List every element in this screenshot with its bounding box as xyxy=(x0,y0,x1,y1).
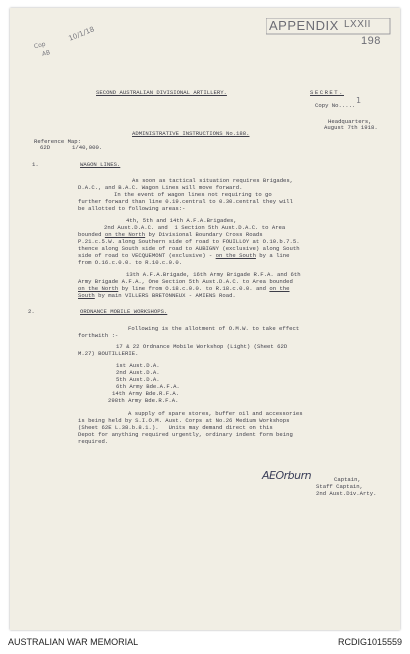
pencil-note-3: 10/1/18 xyxy=(67,25,96,43)
area-1-heading: 4th, 5th and 14th A.F.A.Brigades, xyxy=(126,217,237,224)
area-2-line-0: 13th A.F.A.Brigade, 16th Army Brigade R.F.A. and 6th xyxy=(126,271,301,278)
reference-sheet: 62D xyxy=(40,144,51,151)
document-page xyxy=(10,8,400,630)
footer-record-id: RCDIG1015559 xyxy=(337,637,402,647)
area-1-line-4: from O.16.c.0.0. to R.10.c.0.0. xyxy=(78,259,183,266)
hq-label: Headquarters, xyxy=(328,118,372,125)
section-1-heading: WAGON LINES. xyxy=(80,161,121,168)
area-1-line-1: P.21.c.5.W. along Southern side of road to FOUILLOY at O.10.b.7.5. xyxy=(78,238,300,245)
copy-label: Copy No..... xyxy=(315,102,356,109)
area-2-line-1: Army Brigade A.F.A., One Section 5th Aust.D.A.C. to Area bounded xyxy=(78,278,293,285)
footer-institution: AUSTRALIAN WAR MEMORIAL xyxy=(8,637,139,647)
s2-workshop: 17 & 22 Ordnance Mobile Workshop (Light) (Sheet 62D xyxy=(116,343,288,350)
reference-map-label: Reference Map: xyxy=(34,138,81,145)
unit-list-item: 6th Army Bde.A.F.A. xyxy=(116,383,180,390)
unit-list-item: 5th Aust.D.A. xyxy=(116,376,160,383)
signature-formation: 2nd Aust.Div.Arty. xyxy=(316,490,377,497)
reference-scale: 1/40,000. xyxy=(72,144,103,151)
classification: SECRET. xyxy=(310,89,344,96)
unit-list-item: 14th Army Bde.R.F.A. xyxy=(112,390,180,397)
document-date: August 7th 1918. xyxy=(324,124,378,131)
s1-line-2: In the event of wagon lines not requiring to go xyxy=(114,191,272,198)
handwritten-signature: AEOrburn xyxy=(262,469,312,482)
area-2-north-line: on the North by line from O.18.c.0.0. to R.18.c.0.0. and on the xyxy=(78,285,290,292)
signature-rank: Captain, xyxy=(334,476,361,483)
area-1-line-2: thence along South side of road to AUBIGNY (exclusive) along South xyxy=(78,245,300,252)
area-1-line-0: 2nd Aust.D.A.C. and 1 Section 5th Aust.D.A.C. to Area xyxy=(104,224,286,231)
s2-forthwith: forthwith :- xyxy=(78,332,119,339)
unit-heading: SECOND AUSTRALIAN DIVISIONAL ARTILLERY. xyxy=(96,89,227,96)
s1-line-0: As soon as tactical situation requires Brigades, xyxy=(132,177,294,184)
section-2-heading: ORDNANCE MOBILE WORKSHOPS. xyxy=(80,308,168,315)
supply-line-1: is being held by S.I.O.M. Aust. Corps at No.26 Medium Workshops xyxy=(78,417,290,424)
s1-line-4: be allotted to following areas:- xyxy=(78,205,186,212)
copy-number: 1 xyxy=(356,96,362,105)
section-2-number: 2. xyxy=(28,308,35,315)
unit-list-item: 2nd Aust.D.A. xyxy=(116,369,160,376)
unit-list-item: 298th Army Bde.R.F.A. xyxy=(108,397,179,404)
s1-line-1: D.A.C., and B.A.C. Wagon Lines will move forward. xyxy=(78,184,243,191)
appendix-roman: LXXII xyxy=(344,19,371,30)
pencil-note-2: AB xyxy=(41,49,51,58)
section-1-number: 1. xyxy=(32,161,39,168)
signature-appointment: Staff Captain, xyxy=(316,483,363,490)
supply-line-3: Depot for anything required urgently, ordinary indent form being xyxy=(78,431,293,438)
area-1-south-line: side of road to VECQUEMONT (exclusive) - on the South by a line xyxy=(78,252,290,259)
s1-line-3: further forward than line 0.19.central to 0.30.central they will xyxy=(78,198,293,205)
s2-location: M.27) BOUTILLERIE. xyxy=(78,350,139,357)
area-1-bounded-line: bounded on the North by Divisional Boundary Cross Roads xyxy=(78,231,263,238)
appendix-stamp: APPENDIX xyxy=(269,18,339,33)
archive-footer xyxy=(0,632,410,654)
area-2-south-line: South by main VILLERS BRETONNEUX - AMIENS Road. xyxy=(78,292,236,299)
pencil-note-1: Cop xyxy=(33,40,47,51)
folio-number: 198 xyxy=(361,35,381,47)
s2-intro: Following is the allotment of O.M.W. to take effect xyxy=(128,325,300,332)
supply-line-0: A supply of spare stores, buffer oil and accessories xyxy=(128,410,303,417)
supply-line-4: required. xyxy=(78,438,109,445)
unit-list-item: 1st Aust.D.A. xyxy=(116,362,160,369)
document-title: ADMINISTRATIVE INSTRUCTIONS No.188. xyxy=(132,130,250,137)
supply-line-2: (Sheet 62E L.38.b.8.1.). Units may demand direct on this xyxy=(78,424,273,431)
